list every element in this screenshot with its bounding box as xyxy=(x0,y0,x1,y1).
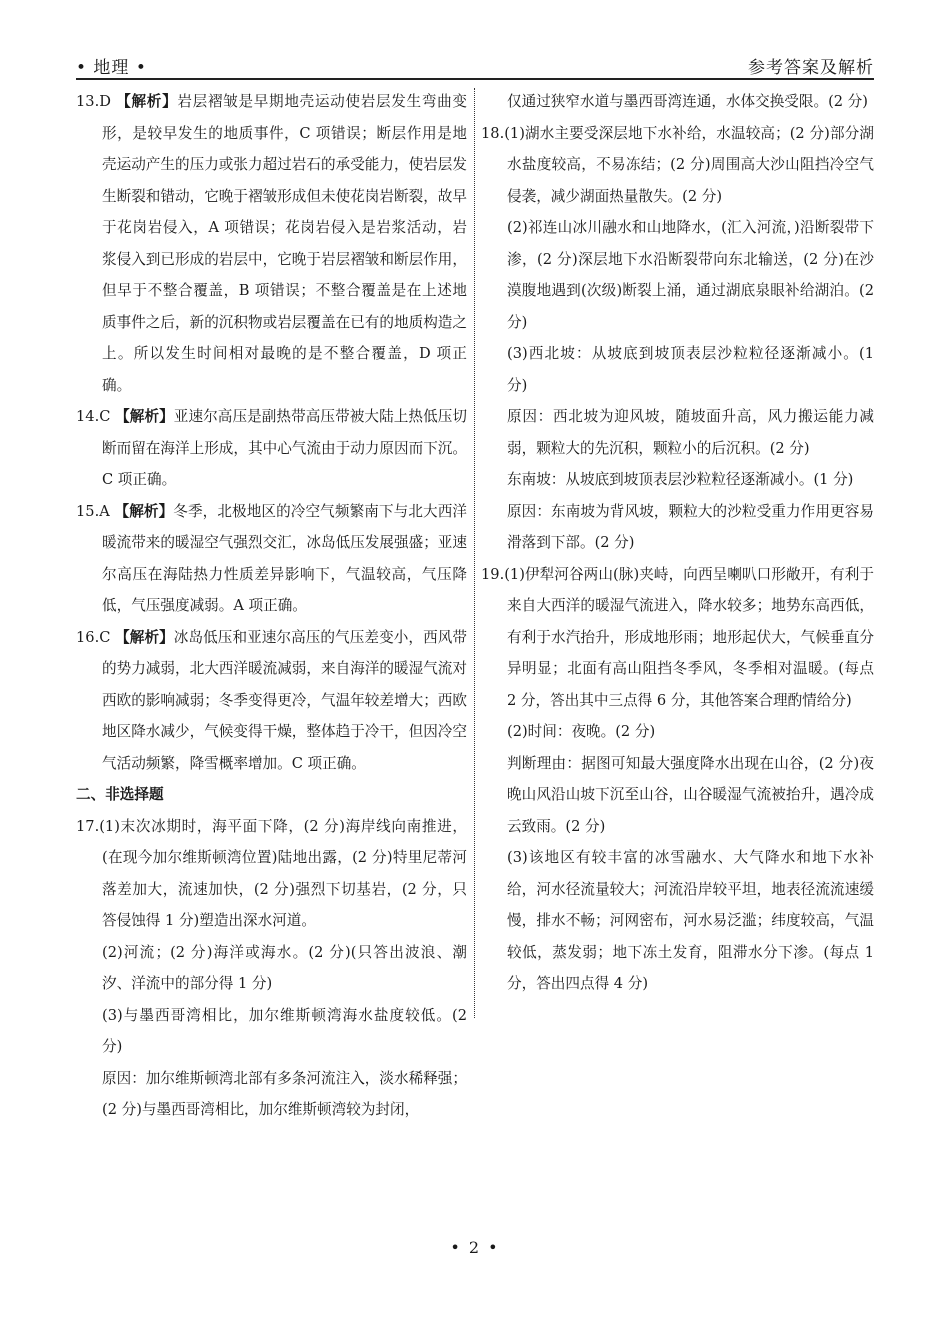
question-number: 14. xyxy=(76,408,100,425)
answer-15 xyxy=(76,496,467,622)
question-number: 19. xyxy=(481,565,505,583)
answer-reason: 判断理由：据图可知最大强度降水出现在山谷，(2 分)夜晚山风沿山坡下沉至山谷，山谷暖湿气流被抬升，遇冷成云致雨。(2 分) xyxy=(507,754,874,835)
answer-part-1: (1)伊犁河谷两山(脉)夹峙，向西呈喇叭口形敞开，有利于来自大西洋的暖湿气流进入，降水较多；地势东高西低，有利于水汽抬升，形成地形雨；地形起伏大，气候垂直分异明显；北面有高山阻挡冬季风，冬季相对温暖。(每点 2 分，答出其中三点得 6 分，其他答案合理酌情给分) xyxy=(504,565,874,709)
analysis-text: 岩层褶皱是早期地壳运动使岩层发生弯曲变形，是较早发生的地质事件，C 项错误；断层作用是地壳运动产生的压力或张力超过岩石的承受能力，使岩层发生断裂和错动，它晚于褶皱形成但未使花岗岩断裂，故早于花岗岩侵入，A 项错误；花岗岩侵入是岩浆活动，岩浆侵入到已形成的岩层中，它晚于岩层褶皱和断层作用，但早于不整合覆盖，B 项错误；不整合覆盖是在上述地质事件之后，新的沉积物或岩层覆盖在已有的地质构造之上。所以发生时间相对最晚的是不整合覆盖，D 项正确。 xyxy=(102,93,467,394)
analysis-tag: 【解析】 xyxy=(115,628,174,646)
question-number: 17. xyxy=(76,817,100,835)
answer-letter: C xyxy=(99,628,111,646)
answer-letter: C xyxy=(99,408,111,425)
analysis-tag: 【解析】 xyxy=(114,502,174,520)
question-number: 18. xyxy=(481,124,505,142)
answer-17 xyxy=(76,811,467,937)
answer-reason: 原因：西北坡为迎风坡，随坡面升高，风力搬运能力减弱，颗粒大的先沉积，颗粒小的后沉积。(2 分) xyxy=(507,408,874,457)
question-number: 15. xyxy=(76,502,100,520)
answer-letter: A xyxy=(99,502,110,520)
page-header xyxy=(76,52,874,78)
answer-14 xyxy=(76,401,467,496)
page-number: • 2 • xyxy=(450,1238,500,1257)
answer-part-1: (1)末次冰期时，海平面下降，(2 分)海岸线向南推进，(在现今加尔维斯顿湾位置)陆地出露，(2 分)特里尼蒂河落差加大，流速加快，(2 分)强烈下切基岩，(2 分，只答侵蚀得 1 分)塑造出深水河道。 xyxy=(99,817,467,929)
analysis-tag: 【解析】 xyxy=(116,93,178,110)
answer-16 xyxy=(76,622,467,780)
answer-reason: 原因：加尔维斯顿湾北部有多条河流注入，淡水稀释强；(2 分)与墨西哥湾相比，加尔维斯顿湾较为封闭， xyxy=(102,1069,467,1118)
answer-southeast: 东南坡：从坡底到坡顶表层沙粒粒径逐渐减小。(1 分) xyxy=(507,471,854,488)
analysis-text: 亚速尔高压是副热带高压带被大陆上热低压切断而留在海洋上形成，其中心气流由于动力原因而下沉。C 项正确。 xyxy=(102,408,467,488)
answer-part-3: (3)与墨西哥湾相比，加尔维斯顿湾海水盐度较低。(2 分) xyxy=(102,1006,467,1055)
answer-part-1: (1)湖水主要受深层地下水补给，水温较高；(2 分)部分湖水盐度较高，不易冻结；(2 分)周围高大沙山阻挡冷空气侵袭，减少湖面热量散失。(2 分) xyxy=(504,124,874,205)
analysis-tag: 【解析】 xyxy=(115,408,174,425)
subject-label: • 地理 • xyxy=(76,58,147,78)
question-number: 13. xyxy=(76,93,100,110)
right-column xyxy=(481,86,874,1000)
answer-letter: D xyxy=(99,93,111,110)
answer-18 xyxy=(481,118,874,213)
analysis-text: 冰岛低压和亚速尔高压的气压差变小，西风带的势力减弱，北大西洋暖流减弱，来自海洋的暖湿气流对西欧的影响减弱；冬季变得更冷，气温年较差增大；西欧地区降水减少，气候变得干燥，整体趋于冷干，但因冷空气活动频繁，降雪概率增加。C 项正确。 xyxy=(102,628,467,772)
left-column xyxy=(76,86,467,1126)
answer-part-3: (3)该地区有较丰富的冰雪融水、大气降水和地下水补给，河水径流量较大；河流沿岸较平坦，地表径流流速缓慢，排水不畅；河网密布，河水易泛滥；纬度较高，气温较低，蒸发弱；地下冻土发育，阻滞水分下渗。(每点 1 分，答出四点得 4 分) xyxy=(507,849,874,992)
answer-17-continued: 仅通过狭窄水道与墨西哥湾连通，水体交换受限。(2 分) xyxy=(507,93,868,110)
header-rule xyxy=(76,78,874,80)
header-title: 参考答案及解析 xyxy=(748,58,874,78)
answer-reason: 原因：东南坡为背风坡，颗粒大的沙粒受重力作用更容易滑落到下部。(2 分) xyxy=(507,502,874,551)
analysis-text: 冬季，北极地区的冷空气频繁南下与北大西洋暖流带来的暖湿空气强烈交汇，冰岛低压发展强盛；亚速尔高压在海陆热力性质差异影响下，气温较高，气压降低，气压强度减弱。A 项正确。 xyxy=(102,502,467,614)
question-number: 16. xyxy=(76,628,100,646)
column-divider xyxy=(474,88,475,1018)
answer-13 xyxy=(76,86,467,401)
answer-part-2: (2)时间：夜晚。(2 分) xyxy=(507,723,656,740)
answer-19 xyxy=(481,559,874,717)
answer-part-2: (2)祁连山冰川融水和山地降水，(汇入河流，)沿断裂带下渗，(2 分)深层地下水沿断裂带向东北输送，(2 分)在沙漠腹地遇到(次级)断裂上涌，通过湖底泉眼补给湖泊。(2 分) xyxy=(507,219,874,331)
section-title: 二、非选择题 xyxy=(76,786,164,803)
answer-part-3: (3)西北坡：从坡底到坡顶表层沙粒粒径逐渐减小。(1 分) xyxy=(507,345,874,394)
answer-part-2: (2)河流；(2 分)海洋或海水。(2 分)(只答出波浪、潮汐、洋流中的部分得 1 分) xyxy=(102,943,467,992)
